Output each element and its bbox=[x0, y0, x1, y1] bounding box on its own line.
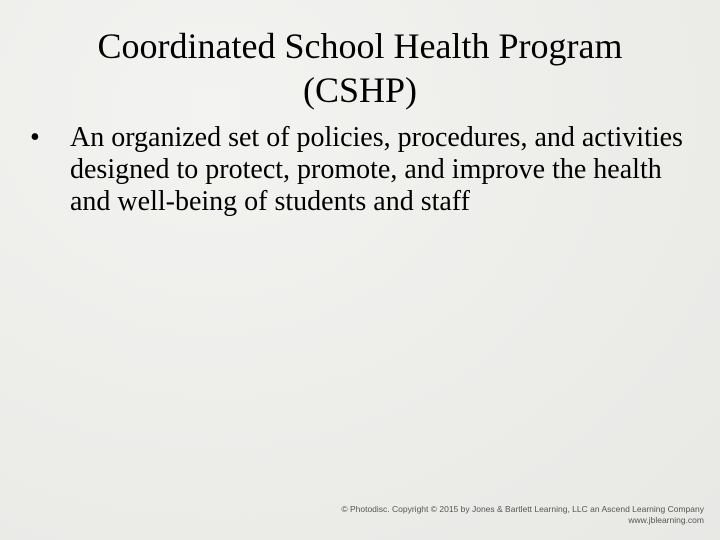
slide-title-line-1: Coordinated School Health Program bbox=[97, 26, 623, 66]
copyright-footer bbox=[341, 504, 704, 526]
slide-title bbox=[0, 24, 720, 112]
bullet-text: An organized set of policies, procedures, and activities designed to protect, promote, and improve the health and well-being of students and staff bbox=[70, 122, 683, 217]
publisher-url: www.jblearning.com bbox=[628, 515, 704, 525]
bullet-list bbox=[30, 122, 690, 218]
copyright-text: © Photodisc. Copyright © 2015 by Jones & Bartlett Learning, LLC an Ascend Learning Company bbox=[341, 504, 704, 514]
bullet-marker-icon: • bbox=[30, 122, 40, 153]
bullet-item bbox=[30, 122, 690, 218]
slide-title-line-2: (CSHP) bbox=[302, 70, 418, 110]
